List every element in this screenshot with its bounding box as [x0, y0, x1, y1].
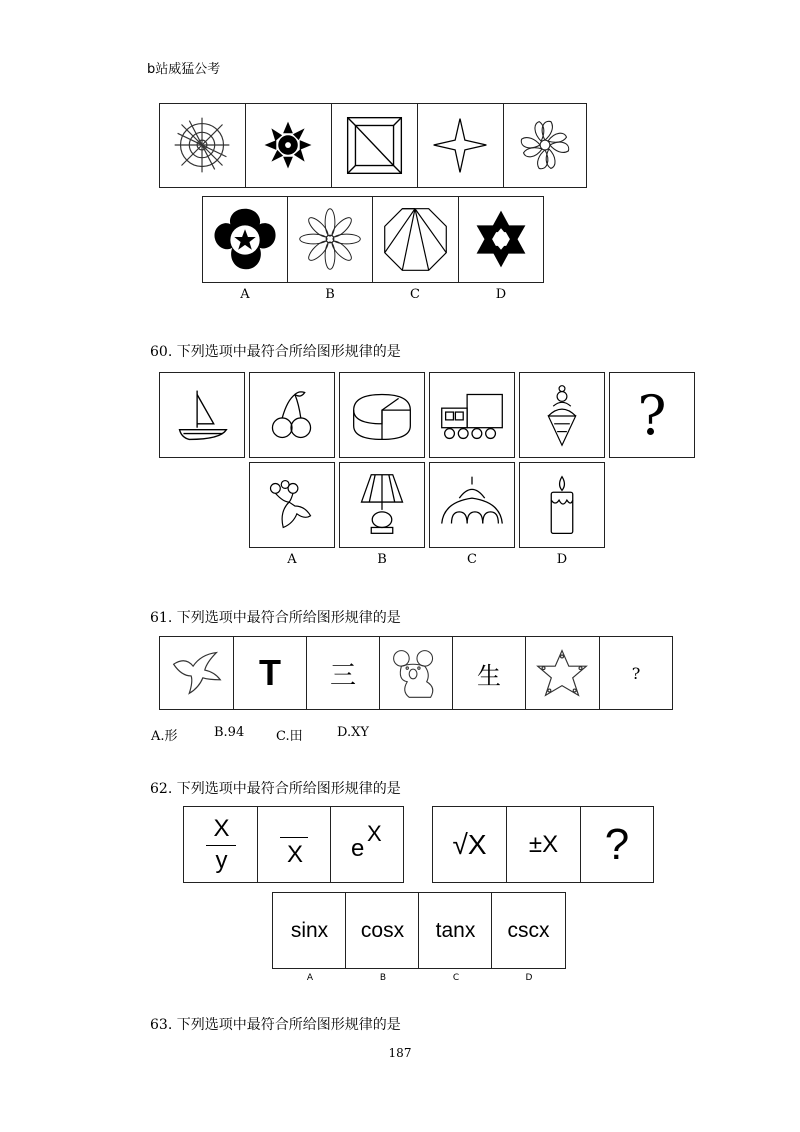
q61-answer-d[interactable]: D.XY: [337, 725, 369, 740]
q62-figure-sqrt: [432, 806, 507, 883]
q60-title: 60. 下列选项中最符合所给图形规律的是: [150, 344, 401, 360]
q59-figure-2: [245, 103, 332, 188]
q63-title: 63. 下列选项中最符合所给图形规律的是: [150, 1017, 401, 1033]
q59-option-c-label[interactable]: C: [410, 287, 420, 302]
q62-option-c-label[interactable]: C: [452, 973, 460, 983]
q60-figure-cherry: [249, 372, 335, 458]
q60-question-mark-box: [609, 372, 695, 458]
q60-option-b-label[interactable]: B: [377, 552, 387, 567]
q59-option-c-figure[interactable]: [372, 196, 459, 283]
q61-answer-b[interactable]: B.94: [214, 725, 245, 740]
q59-figure-4: [417, 103, 504, 188]
q60-option-d-figure[interactable]: [519, 462, 605, 548]
q61-cell-sheng: 生: [477, 661, 501, 690]
q62-bar-x: X: [286, 841, 303, 868]
q62-title: 62. 下列选项中最符合所给图形规律的是: [150, 781, 401, 797]
q61-title: 61. 下列选项中最符合所给图形规律的是: [150, 610, 401, 626]
q62-fraction-bar: [206, 845, 236, 846]
q62-pm-x: ±X: [528, 830, 559, 858]
q59-figure-3: [331, 103, 418, 188]
q62-figure-exp: [330, 806, 404, 883]
q61-question-mark-box: [599, 636, 673, 710]
q60-option-b-figure[interactable]: [339, 462, 425, 548]
q61-answer-c[interactable]: C.田: [276, 729, 303, 744]
q60-question-mark: ?: [637, 383, 667, 447]
q59-figure-1: [159, 103, 246, 188]
q62-option-d-label[interactable]: D: [525, 973, 533, 983]
q62-option-c-figure[interactable]: [418, 892, 493, 969]
q62-exp-superscript: X: [367, 821, 382, 846]
q59-option-d-figure[interactable]: [458, 196, 544, 283]
q62-overline: [280, 837, 308, 838]
q62-fraction-numerator: X: [213, 815, 230, 842]
page-header: b站威猛公考: [147, 62, 221, 77]
q61-figure-star: [525, 636, 600, 710]
q60-option-c-figure[interactable]: [429, 462, 515, 548]
q62-fraction-denominator: y: [215, 847, 228, 874]
q62-option-a-label[interactable]: A: [306, 973, 314, 983]
q59-figure-5: [503, 103, 587, 188]
q62-option-b-text: cosx: [360, 918, 405, 942]
q59-option-b-label[interactable]: B: [325, 287, 335, 302]
q59-option-a-label[interactable]: A: [240, 287, 250, 302]
q61-figure-t: [233, 636, 307, 710]
q60-figure-train: [429, 372, 515, 458]
q62-option-c-text: tanx: [435, 918, 476, 942]
q59-option-b-figure[interactable]: [287, 196, 374, 283]
q61-cell-san: 三: [329, 660, 356, 691]
q62-question-mark: ?: [604, 819, 630, 869]
q62-sqrt-x: √X: [452, 828, 487, 860]
q62-option-a-figure[interactable]: [272, 892, 347, 969]
q62-exp-base: e: [351, 835, 365, 862]
q62-option-a-text: sinx: [290, 918, 329, 942]
page-number: 187: [388, 1046, 412, 1060]
q60-option-d-label[interactable]: D: [556, 552, 568, 567]
q62-option-b-label[interactable]: B: [379, 973, 387, 983]
q61-figure-koala: [379, 636, 453, 710]
q60-option-a-figure[interactable]: [249, 462, 335, 548]
q62-option-d-figure[interactable]: [491, 892, 566, 969]
q59-option-d-label[interactable]: D: [495, 287, 507, 302]
q60-option-c-label[interactable]: C: [467, 552, 477, 567]
q61-cell-t: T: [259, 652, 281, 693]
q60-figure-sailboat: [159, 372, 245, 458]
q62-figure-bar: [257, 806, 331, 883]
q61-answer-a[interactable]: A.形: [151, 729, 178, 744]
q62-question-mark-box: [580, 806, 654, 883]
q60-figure-icecream: [519, 372, 605, 458]
q61-figure-san: [306, 636, 380, 710]
q60-figure-cheese: [339, 372, 425, 458]
q60-option-a-label[interactable]: A: [287, 552, 297, 567]
q62-figure-pm: [506, 806, 581, 883]
q61-figure-sheng: [452, 636, 526, 710]
q61-question-mark: ?: [631, 663, 641, 683]
q59-option-a-figure[interactable]: [202, 196, 289, 283]
q62-figure-fraction: [183, 806, 258, 883]
q62-option-d-text: cscx: [507, 918, 550, 942]
q61-figure-bird: [159, 636, 234, 710]
q62-option-b-figure[interactable]: [345, 892, 420, 969]
